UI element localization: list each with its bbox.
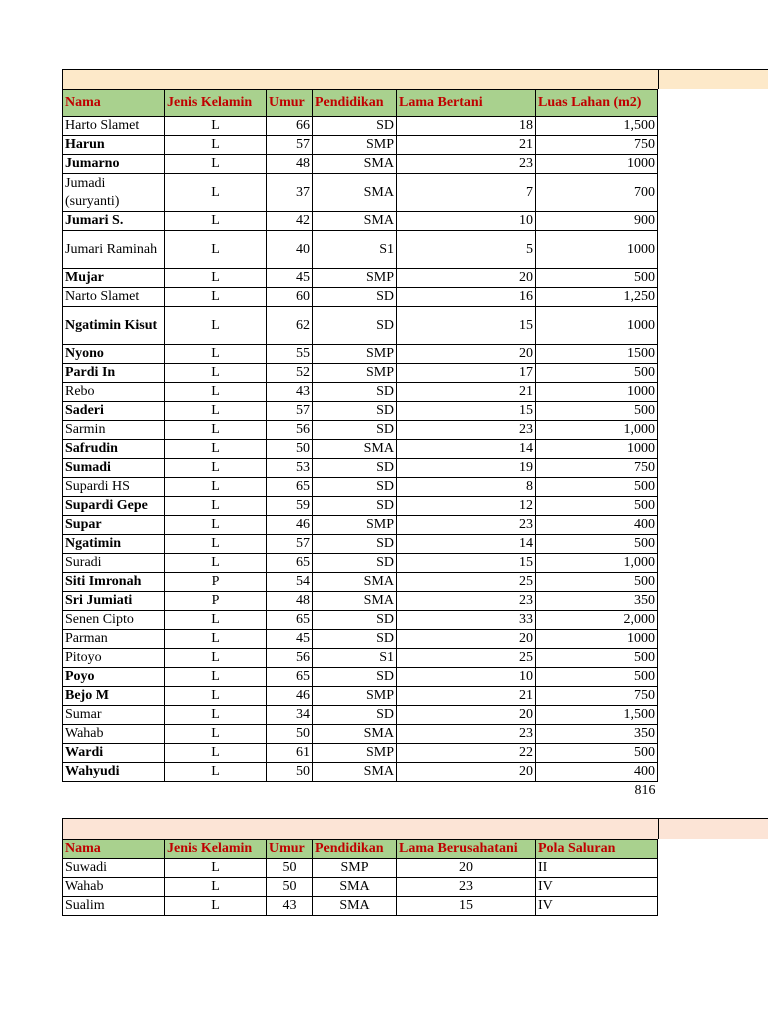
cell-nama: Pitoyo <box>63 649 165 668</box>
col-header-umur: Umur <box>267 840 313 859</box>
cell-luas-lahan: 750 <box>536 136 658 155</box>
table-row <box>63 535 658 554</box>
cell-nama: Bejo M <box>63 687 165 706</box>
cell-lama-bertani: 33 <box>397 611 536 630</box>
cell-jenis-kelamin: L <box>165 611 267 630</box>
traders-table <box>62 839 658 916</box>
cell-pendidikan: SMP <box>313 136 397 155</box>
cell-jenis-kelamin: L <box>165 630 267 649</box>
cell-umur: 65 <box>267 554 313 573</box>
cell-pendidikan: SD <box>313 497 397 516</box>
table-row <box>63 573 658 592</box>
table-row <box>63 763 658 782</box>
table-row <box>63 288 658 307</box>
cell-jenis-kelamin: L <box>165 307 267 345</box>
cell-pendidikan: SD <box>313 383 397 402</box>
cell-nama: Parman <box>63 630 165 649</box>
col-header-nama: Nama <box>63 90 165 117</box>
cell-lama-berusahatani: 23 <box>397 878 536 897</box>
cell-luas-lahan: 500 <box>536 744 658 763</box>
cell-jenis-kelamin: L <box>165 155 267 174</box>
col-header-lama-berusahatani: Lama Berusahatani <box>397 840 536 859</box>
cell-umur: 48 <box>267 155 313 174</box>
table-row <box>63 649 658 668</box>
cell-nama: Nyono <box>63 345 165 364</box>
cell-lama-bertani: 15 <box>397 402 536 421</box>
table-row <box>63 897 658 916</box>
table-row <box>63 383 658 402</box>
cell-nama: Supardi Gepe <box>63 497 165 516</box>
cell-nama: Pardi In <box>63 364 165 383</box>
table-row <box>63 364 658 383</box>
cell-pendidikan: SMP <box>313 269 397 288</box>
cell-lama-bertani: 18 <box>397 117 536 136</box>
cell-jenis-kelamin: L <box>165 231 267 269</box>
cell-pendidikan: SMA <box>313 897 397 916</box>
cell-luas-lahan: 1,500 <box>536 706 658 725</box>
cell-umur: 43 <box>267 897 313 916</box>
cell-umur: 57 <box>267 136 313 155</box>
cell-pendidikan: S1 <box>313 231 397 269</box>
cell-pendidikan: SMA <box>313 592 397 611</box>
cell-jenis-kelamin: L <box>165 535 267 554</box>
cell-umur: 50 <box>267 878 313 897</box>
cell-umur: 60 <box>267 288 313 307</box>
table-row <box>63 630 658 649</box>
table-row <box>63 269 658 288</box>
cell-lama-bertani: 15 <box>397 307 536 345</box>
cell-jenis-kelamin: L <box>165 136 267 155</box>
cell-jenis-kelamin: L <box>165 649 267 668</box>
cell-nama: Siti Imronah <box>63 573 165 592</box>
col-header-luas-lahan: Luas Lahan (m2) <box>536 90 658 117</box>
cell-pendidikan: SMA <box>313 174 397 212</box>
cell-pendidikan: SMP <box>313 364 397 383</box>
cell-pendidikan: SMP <box>313 859 397 878</box>
cell-umur: 50 <box>267 440 313 459</box>
cell-pendidikan: SD <box>313 459 397 478</box>
table-row <box>63 421 658 440</box>
table-row <box>63 497 658 516</box>
cell-umur: 45 <box>267 269 313 288</box>
cell-jenis-kelamin: L <box>165 440 267 459</box>
empty-cell <box>397 782 536 801</box>
cell-luas-lahan: 500 <box>536 649 658 668</box>
cell-jenis-kelamin: L <box>165 117 267 136</box>
cell-lama-bertani: 23 <box>397 592 536 611</box>
cell-lama-bertani: 23 <box>397 155 536 174</box>
cell-jenis-kelamin: L <box>165 383 267 402</box>
cell-umur: 66 <box>267 117 313 136</box>
cell-lama-bertani: 20 <box>397 269 536 288</box>
empty-cell <box>165 782 267 801</box>
cell-lama-bertani: 23 <box>397 421 536 440</box>
cell-luas-lahan: 500 <box>536 364 658 383</box>
cell-luas-lahan: 500 <box>536 497 658 516</box>
cell-pendidikan: SMA <box>313 573 397 592</box>
cell-lama-bertani: 19 <box>397 459 536 478</box>
total-row <box>63 782 658 801</box>
cell-luas-lahan: 2,000 <box>536 611 658 630</box>
total-value: 816 <box>634 783 656 798</box>
cell-luas-lahan: 1,250 <box>536 288 658 307</box>
cell-luas-lahan: 350 <box>536 592 658 611</box>
cell-luas-lahan: 500 <box>536 573 658 592</box>
cell-luas-lahan: 1000 <box>536 383 658 402</box>
cell-nama: Jumadi (suryanti) <box>63 174 165 212</box>
cell-luas-lahan: 500 <box>536 478 658 497</box>
cell-umur: 46 <box>267 516 313 535</box>
cell-luas-lahan: 1500 <box>536 345 658 364</box>
table-row <box>63 155 658 174</box>
col-header-jenis-kelamin: Jenis Kelamin <box>165 840 267 859</box>
cell-umur: 50 <box>267 859 313 878</box>
table-row <box>63 725 658 744</box>
cell-lama-bertani: 7 <box>397 174 536 212</box>
table-row <box>63 459 658 478</box>
table-row <box>63 307 658 345</box>
cell-luas-lahan: 1,500 <box>536 117 658 136</box>
cell-jenis-kelamin: L <box>165 421 267 440</box>
cell-lama-bertani: 14 <box>397 440 536 459</box>
cell-luas-lahan: 1000 <box>536 155 658 174</box>
cell-lama-bertani: 25 <box>397 649 536 668</box>
cell-umur: 65 <box>267 478 313 497</box>
table-row <box>63 611 658 630</box>
cell-lama-bertani: 16 <box>397 288 536 307</box>
cell-lama-berusahatani: 15 <box>397 897 536 916</box>
cell-jenis-kelamin: L <box>165 212 267 231</box>
cell-lama-bertani: 23 <box>397 516 536 535</box>
cell-pendidikan: SD <box>313 630 397 649</box>
table-row <box>63 136 658 155</box>
cell-nama: Safrudin <box>63 440 165 459</box>
cell-nama: Narto Slamet <box>63 288 165 307</box>
cell-luas-lahan: 400 <box>536 516 658 535</box>
table-row <box>63 440 658 459</box>
cell-pendidikan: SD <box>313 117 397 136</box>
col-header-umur: Umur <box>267 90 313 117</box>
cell-jenis-kelamin: L <box>165 497 267 516</box>
cell-lama-bertani: 17 <box>397 364 536 383</box>
cell-umur: 65 <box>267 611 313 630</box>
cell-pendidikan: SMA <box>313 212 397 231</box>
cell-jenis-kelamin: L <box>165 687 267 706</box>
col-header-jenis-kelamin: Jenis Kelamin <box>165 90 267 117</box>
cell-umur: 50 <box>267 763 313 782</box>
table-row <box>63 212 658 231</box>
col-header-pendidikan: Pendidikan <box>313 840 397 859</box>
cell-luas-lahan: 700 <box>536 174 658 212</box>
cell-lama-bertani: 23 <box>397 725 536 744</box>
cell-umur: 56 <box>267 421 313 440</box>
cell-lama-bertani: 5 <box>397 231 536 269</box>
cell-jenis-kelamin: L <box>165 668 267 687</box>
col-header-pendidikan: Pendidikan <box>313 90 397 117</box>
cell-luas-lahan: 1000 <box>536 440 658 459</box>
cell-luas-lahan: 500 <box>536 535 658 554</box>
cell-umur: 55 <box>267 345 313 364</box>
table-row <box>63 554 658 573</box>
cell-pendidikan: SMA <box>313 763 397 782</box>
cell-umur: 52 <box>267 364 313 383</box>
cell-umur: 59 <box>267 497 313 516</box>
cell-jenis-kelamin: L <box>165 516 267 535</box>
empty-cell <box>267 782 313 801</box>
cell-lama-bertani: 20 <box>397 345 536 364</box>
cell-jenis-kelamin: L <box>165 744 267 763</box>
cell-pendidikan: SD <box>313 307 397 345</box>
cell-luas-lahan: 1000 <box>536 630 658 649</box>
cell-umur: 57 <box>267 535 313 554</box>
cell-nama: Wahab <box>63 725 165 744</box>
cell-luas-lahan: 750 <box>536 459 658 478</box>
cell-nama: Sualim <box>63 897 165 916</box>
cell-umur: 62 <box>267 307 313 345</box>
cell-jenis-kelamin: L <box>165 345 267 364</box>
cell-nama: Sumar <box>63 706 165 725</box>
cell-umur: 54 <box>267 573 313 592</box>
cell-pendidikan: SMP <box>313 744 397 763</box>
cell-pendidikan: SD <box>313 611 397 630</box>
cell-pendidikan: SMP <box>313 345 397 364</box>
cell-nama: Mujar <box>63 269 165 288</box>
cell-nama: Jumarno <box>63 155 165 174</box>
cell-jenis-kelamin: L <box>165 763 267 782</box>
cell-umur: 61 <box>267 744 313 763</box>
cell-nama: Poyo <box>63 668 165 687</box>
cell-luas-lahan: 500 <box>536 668 658 687</box>
cell-lama-bertani: 22 <box>397 744 536 763</box>
cell-lama-bertani: 20 <box>397 630 536 649</box>
title-band-1 <box>62 69 768 89</box>
cell-nama: Harto Slamet <box>63 117 165 136</box>
cell-pendidikan: SD <box>313 421 397 440</box>
table-row <box>63 231 658 269</box>
cell-lama-berusahatani: 20 <box>397 859 536 878</box>
cell-jenis-kelamin: L <box>165 402 267 421</box>
empty-cell <box>313 782 397 801</box>
cell-nama: Jumari S. <box>63 212 165 231</box>
cell-jenis-kelamin: L <box>165 174 267 212</box>
cell-luas-lahan: 1,000 <box>536 554 658 573</box>
table-header-row <box>63 840 658 859</box>
cell-lama-bertani: 21 <box>397 383 536 402</box>
cell-luas-lahan: 350 <box>536 725 658 744</box>
table-row <box>63 687 658 706</box>
cell-jenis-kelamin: L <box>165 706 267 725</box>
table-row <box>63 878 658 897</box>
cell-jenis-kelamin: P <box>165 592 267 611</box>
cell-pendidikan: SMA <box>313 878 397 897</box>
cell-pendidikan: SMA <box>313 440 397 459</box>
cell-nama: Wahyudi <box>63 763 165 782</box>
cell-umur: 46 <box>267 687 313 706</box>
cell-lama-bertani: 21 <box>397 687 536 706</box>
table-row <box>63 402 658 421</box>
cell-lama-bertani: 15 <box>397 554 536 573</box>
cell-umur: 40 <box>267 231 313 269</box>
cell-nama: Senen Cipto <box>63 611 165 630</box>
cell-umur: 57 <box>267 402 313 421</box>
cell-luas-lahan: 500 <box>536 269 658 288</box>
cell-umur: 45 <box>267 630 313 649</box>
cell-jenis-kelamin: L <box>165 725 267 744</box>
cell-jenis-kelamin: L <box>165 269 267 288</box>
table-row <box>63 117 658 136</box>
cell-nama: Wahab <box>63 878 165 897</box>
col-header-pola-saluran: Pola Saluran <box>536 840 658 859</box>
cell-umur: 43 <box>267 383 313 402</box>
cell-pendidikan: SD <box>313 535 397 554</box>
cell-pola-saluran: IV <box>536 897 658 916</box>
title-band-2 <box>62 818 768 839</box>
cell-umur: 50 <box>267 725 313 744</box>
cell-umur: 65 <box>267 668 313 687</box>
cell-lama-bertani: 21 <box>397 136 536 155</box>
cell-jenis-kelamin: L <box>165 288 267 307</box>
cell-pendidikan: SD <box>313 402 397 421</box>
table-row <box>63 706 658 725</box>
cell-jenis-kelamin: L <box>165 478 267 497</box>
cell-nama: Sri Jumiati <box>63 592 165 611</box>
cell-luas-lahan: 500 <box>536 402 658 421</box>
cell-jenis-kelamin: P <box>165 573 267 592</box>
empty-cell <box>63 782 165 801</box>
cell-pendidikan: SMP <box>313 687 397 706</box>
table-row <box>63 592 658 611</box>
table-row <box>63 478 658 497</box>
table-row <box>63 174 658 212</box>
cell-pendidikan: S1 <box>313 649 397 668</box>
cell-jenis-kelamin: L <box>165 554 267 573</box>
cell-umur: 37 <box>267 174 313 212</box>
cell-nama: Suwadi <box>63 859 165 878</box>
cell-pola-saluran: IV <box>536 878 658 897</box>
col-header-lama-bertani: Lama Bertani <box>397 90 536 117</box>
cell-nama: Supar <box>63 516 165 535</box>
table-header-row <box>63 90 658 117</box>
cell-nama: Suradi <box>63 554 165 573</box>
cell-pendidikan: SD <box>313 478 397 497</box>
cell-lama-bertani: 20 <box>397 706 536 725</box>
cell-pola-saluran: II <box>536 859 658 878</box>
cell-nama: Jumari Raminah <box>63 231 165 269</box>
cell-luas-lahan: 400 <box>536 763 658 782</box>
cell-umur: 48 <box>267 592 313 611</box>
cell-nama: Rebo <box>63 383 165 402</box>
cell-luas-lahan: 900 <box>536 212 658 231</box>
cell-nama: Supardi HS <box>63 478 165 497</box>
cell-nama: Wardi <box>63 744 165 763</box>
table-row <box>63 668 658 687</box>
table-row <box>63 744 658 763</box>
cell-jenis-kelamin: L <box>165 859 267 878</box>
cell-lama-bertani: 20 <box>397 763 536 782</box>
cell-pendidikan: SD <box>313 706 397 725</box>
cell-pendidikan: SMA <box>313 155 397 174</box>
cell-nama: Saderi <box>63 402 165 421</box>
cell-jenis-kelamin: L <box>165 878 267 897</box>
cell-nama: Ngatimin <box>63 535 165 554</box>
cell-luas-lahan: 1,000 <box>536 421 658 440</box>
cell-lama-bertani: 8 <box>397 478 536 497</box>
cell-luas-lahan: 1000 <box>536 231 658 269</box>
col-header-nama: Nama <box>63 840 165 859</box>
cell-pendidikan: SD <box>313 288 397 307</box>
table-row <box>63 516 658 535</box>
cell-jenis-kelamin: L <box>165 897 267 916</box>
cell-umur: 42 <box>267 212 313 231</box>
cell-lama-bertani: 14 <box>397 535 536 554</box>
cell-lama-bertani: 12 <box>397 497 536 516</box>
cell-pendidikan: SD <box>313 554 397 573</box>
cell-nama: Harun <box>63 136 165 155</box>
cell-pendidikan: SMA <box>313 725 397 744</box>
cell-nama: Sumadi <box>63 459 165 478</box>
cell-luas-lahan: 750 <box>536 687 658 706</box>
cell-luas-lahan: 1000 <box>536 307 658 345</box>
table-row <box>63 345 658 364</box>
cell-lama-bertani: 10 <box>397 668 536 687</box>
cell-umur: 56 <box>267 649 313 668</box>
cell-nama: Ngatimin Kisut <box>63 307 165 345</box>
cell-nama: Sarmin <box>63 421 165 440</box>
cell-umur: 53 <box>267 459 313 478</box>
cell-jenis-kelamin: L <box>165 364 267 383</box>
table-row <box>63 859 658 878</box>
cell-pendidikan: SD <box>313 668 397 687</box>
farmers-table <box>62 89 658 800</box>
cell-umur: 34 <box>267 706 313 725</box>
cell-pendidikan: SMP <box>313 516 397 535</box>
cell-lama-bertani: 25 <box>397 573 536 592</box>
cell-jenis-kelamin: L <box>165 459 267 478</box>
cell-lama-bertani: 10 <box>397 212 536 231</box>
